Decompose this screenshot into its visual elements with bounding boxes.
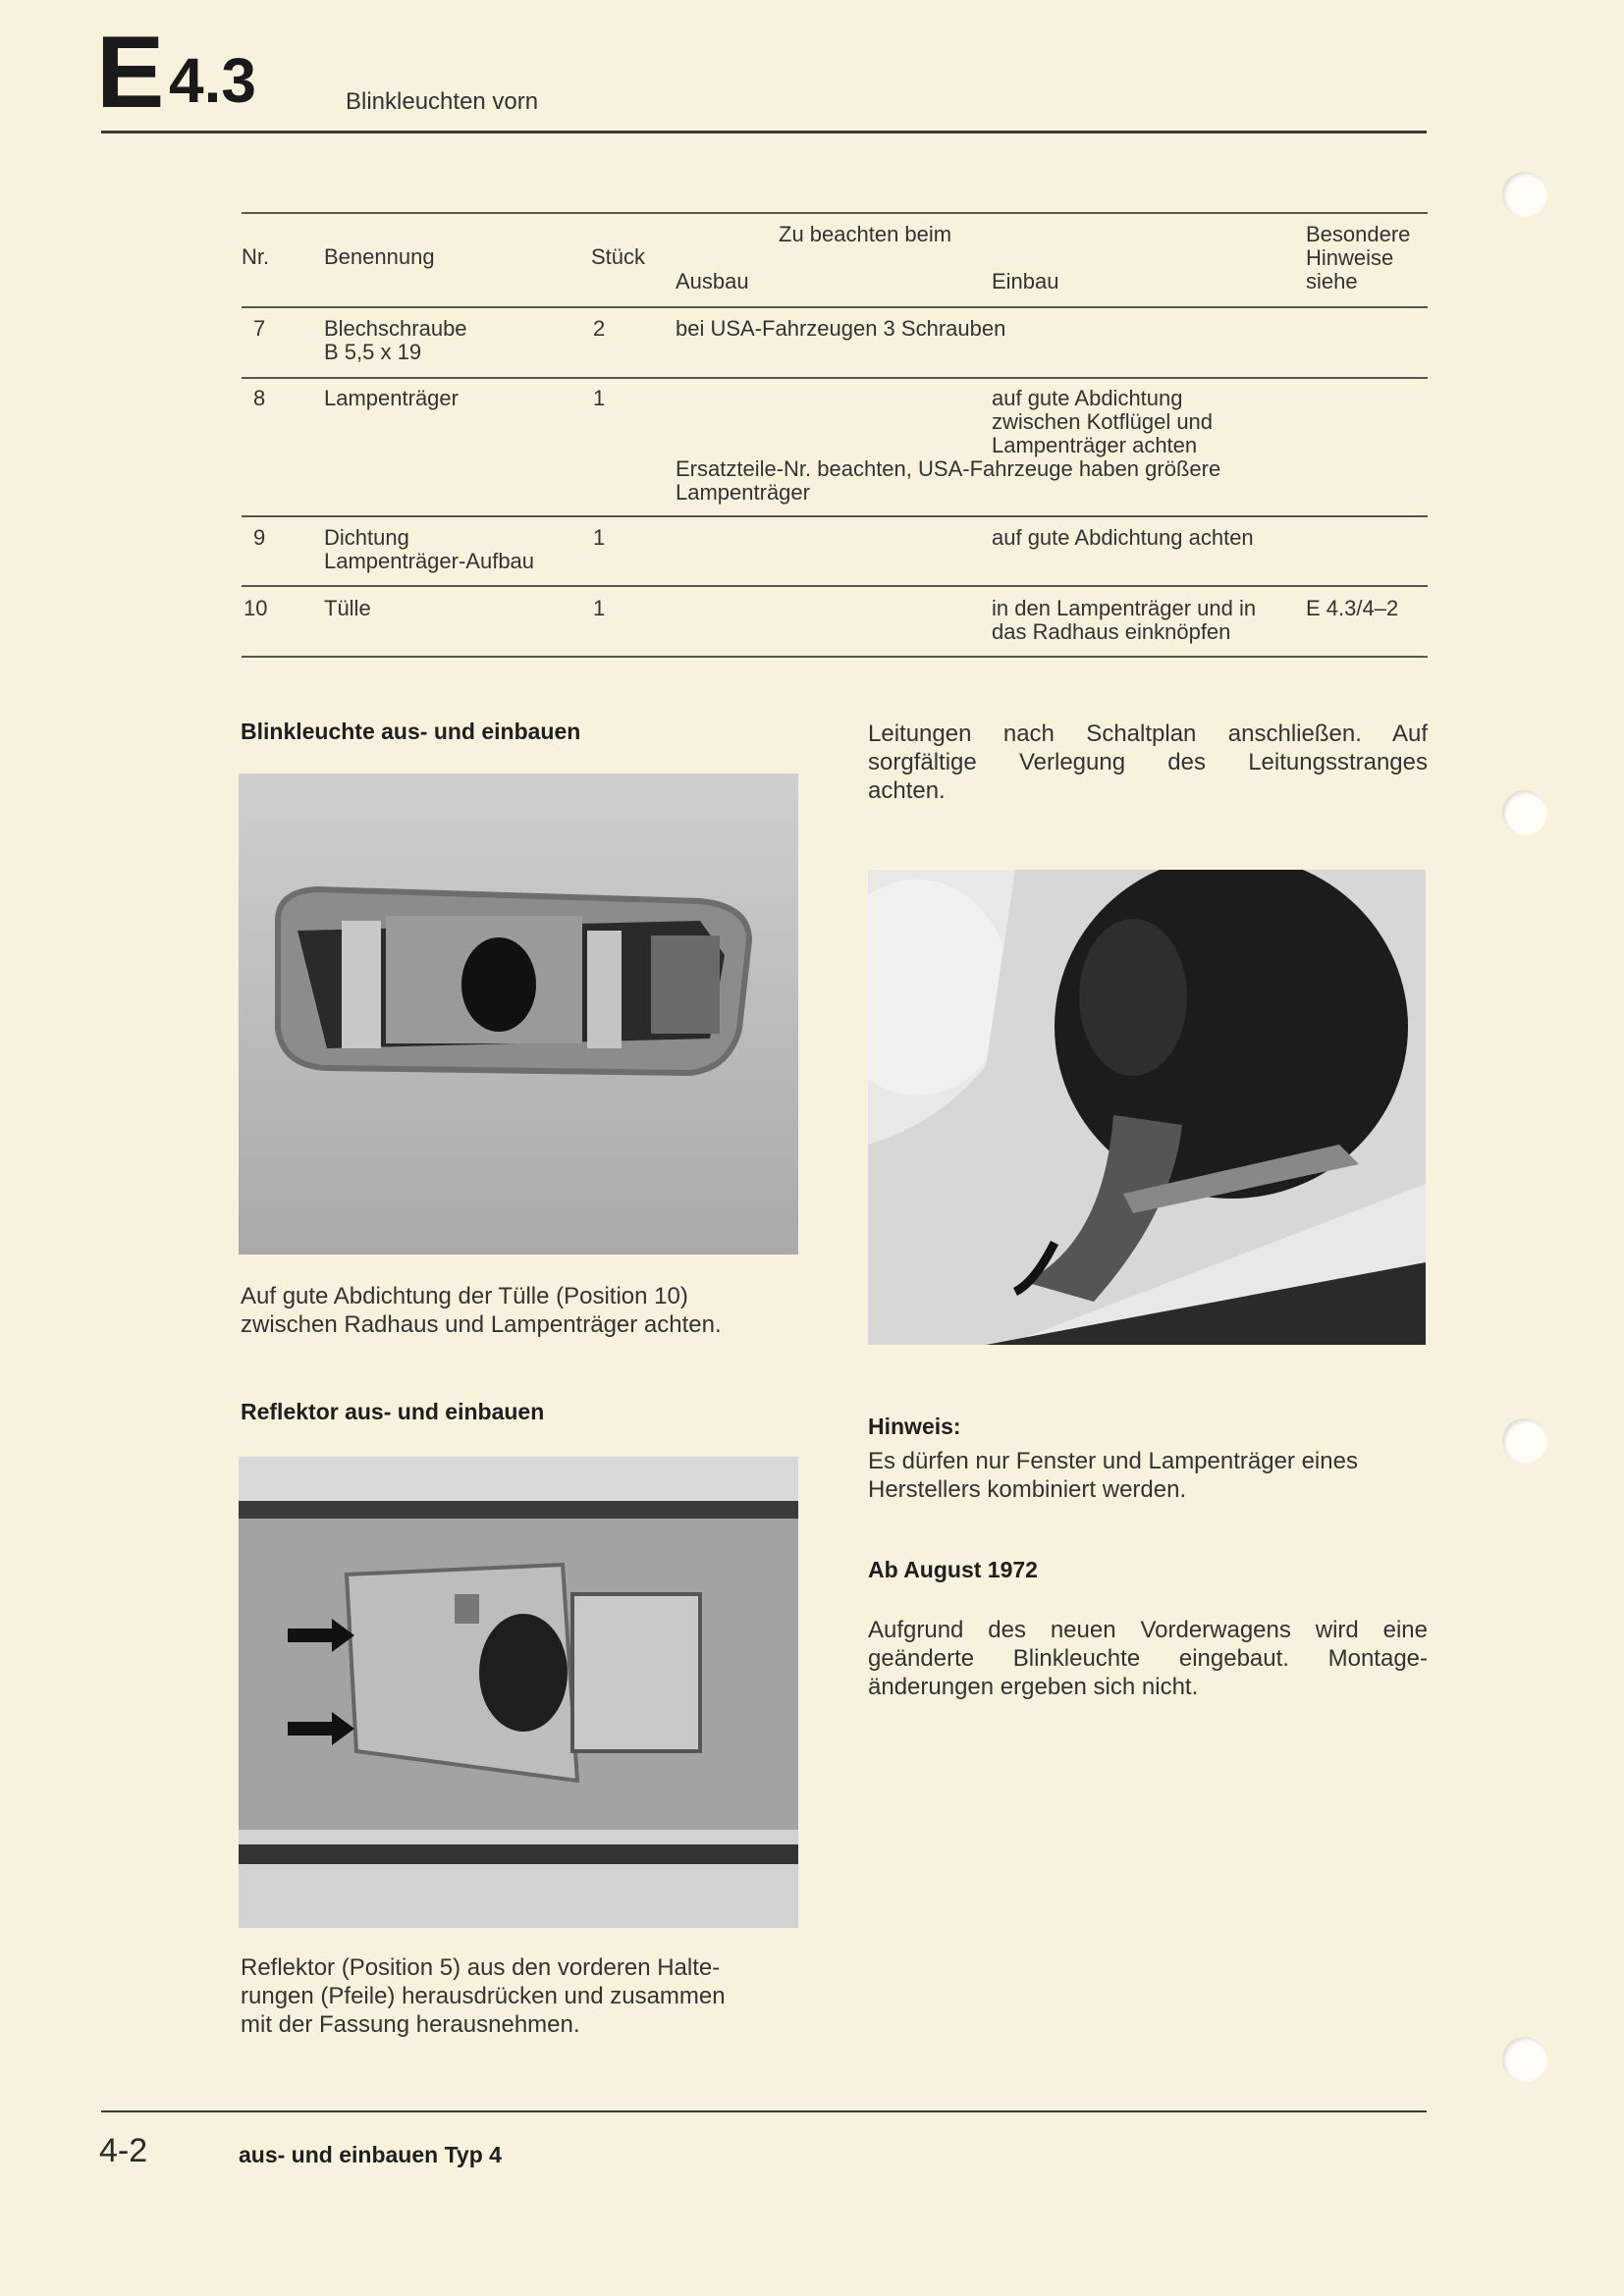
row-qty: 1 [593, 386, 606, 410]
row-rule [242, 377, 1428, 379]
row-ausbau: Ersatzteile-Nr. beachten, USA-Fahrzeuge haben größere [676, 456, 1221, 481]
row-qty: 2 [593, 316, 606, 341]
row-einbau: Lampenträger achten [992, 433, 1198, 457]
col-header-hinweise-2: Hinweise [1306, 245, 1394, 270]
col-header-einbau: Einbau [992, 269, 1059, 294]
row-qty: 1 [593, 525, 606, 550]
col-header-nr: Nr. [242, 244, 270, 269]
table-top-rule [242, 212, 1428, 214]
section-number: 4.3 [169, 45, 256, 116]
row-name: Blechschraube [324, 316, 467, 341]
page-number: 4-2 [99, 2132, 148, 2169]
change-paragraph-line1: Aufgrund des neuen Vorderwagens wird eine [868, 1617, 1428, 1643]
col-header-zu-beachten: Zu beachten beim [779, 222, 952, 246]
header-rule [101, 131, 1427, 133]
row-qty: 1 [593, 596, 606, 620]
row-nr: 9 [253, 525, 266, 550]
row-name: Lampenträger [324, 386, 459, 410]
hint-text-line1: Es dürfen nur Fenster und Lampenträger eines [868, 1448, 1358, 1474]
row-name: Tülle [324, 596, 371, 620]
page-title: Blinkleuchten vorn [346, 88, 539, 115]
footer-rule [101, 2110, 1427, 2112]
row-einbau: das Radhaus einknöpfen [992, 619, 1231, 644]
col-header-hinweise-1: Besondere [1306, 222, 1411, 246]
photo-lamp-carrier [239, 774, 798, 1255]
section-heading-reflektor: Reflektor aus- und einbauen [241, 1399, 545, 1424]
hint-text-line2: Herstellers kombiniert werden. [868, 1476, 1187, 1503]
section-letter: E [96, 16, 161, 130]
row-rule [242, 515, 1428, 517]
col-header-stueck: Stück [591, 244, 646, 269]
col-header-hinweise-3: siehe [1306, 269, 1358, 294]
caption-photo-3-line2: rungen (Pfeile) herausdrücken und zusammen [241, 1983, 726, 2009]
header-bottom-rule [242, 306, 1428, 308]
caption-photo-3-line1: Reflektor (Position 5) aus den vorderen Halte- [241, 1954, 721, 1981]
row-einbau: in den Lampenträger und in [992, 596, 1257, 620]
section-heading-blinkleuchte: Blinkleuchte aus- und einbauen [241, 719, 581, 744]
binder-hole [1502, 2037, 1547, 2082]
table-bottom-rule [242, 656, 1428, 658]
hint-heading: Hinweis: [868, 1414, 961, 1439]
row-rule [242, 585, 1428, 587]
change-paragraph-line3: änderungen ergeben sich nicht. [868, 1674, 1199, 1700]
wiring-paragraph-line3: achten. [868, 777, 946, 804]
row-reference: E 4.3/4–2 [1306, 596, 1399, 620]
binder-hole [1502, 790, 1547, 835]
row-nr: 8 [253, 386, 266, 410]
caption-photo-3-line3: mit der Fassung herausnehmen. [241, 2011, 580, 2038]
col-header-benennung: Benennung [324, 244, 435, 269]
caption-photo-1-line2: zwischen Radhaus und Lampenträger achten. [241, 1311, 722, 1338]
date-heading: Ab August 1972 [868, 1557, 1038, 1582]
row-einbau: auf gute Abdichtung achten [992, 525, 1254, 550]
wiring-paragraph-line1: Leitungen nach Schaltplan anschließen. Auf [868, 721, 1428, 747]
binder-hole [1502, 1418, 1547, 1464]
photo-reflector [239, 1457, 798, 1928]
row-einbau: zwischen Kotflügel und [992, 409, 1214, 434]
row-nr: 7 [253, 316, 266, 341]
col-header-ausbau: Ausbau [676, 269, 749, 294]
change-paragraph-line2: geänderte Blinkleuchte eingebaut. Montage- [868, 1645, 1428, 1672]
binder-hole [1502, 172, 1547, 217]
row-ausbau: bei USA-Fahrzeugen 3 Schrauben [676, 316, 1006, 341]
row-ausbau: Lampenträger [676, 480, 810, 505]
row-name-sub: Lampenträger-Aufbau [324, 549, 535, 573]
row-name: Dichtung [324, 525, 409, 550]
wiring-paragraph-line2: sorgfältige Verlegung des Leitungsstranges [868, 749, 1428, 775]
footer-text: aus- und einbauen Typ 4 [239, 2142, 502, 2167]
row-name-sub: B 5,5 x 19 [324, 340, 422, 364]
row-nr: 10 [244, 596, 268, 620]
photo-wiring [868, 870, 1426, 1345]
row-einbau: auf gute Abdichtung [992, 386, 1183, 410]
caption-photo-1-line1: Auf gute Abdichtung der Tülle (Position 10) [241, 1283, 688, 1309]
